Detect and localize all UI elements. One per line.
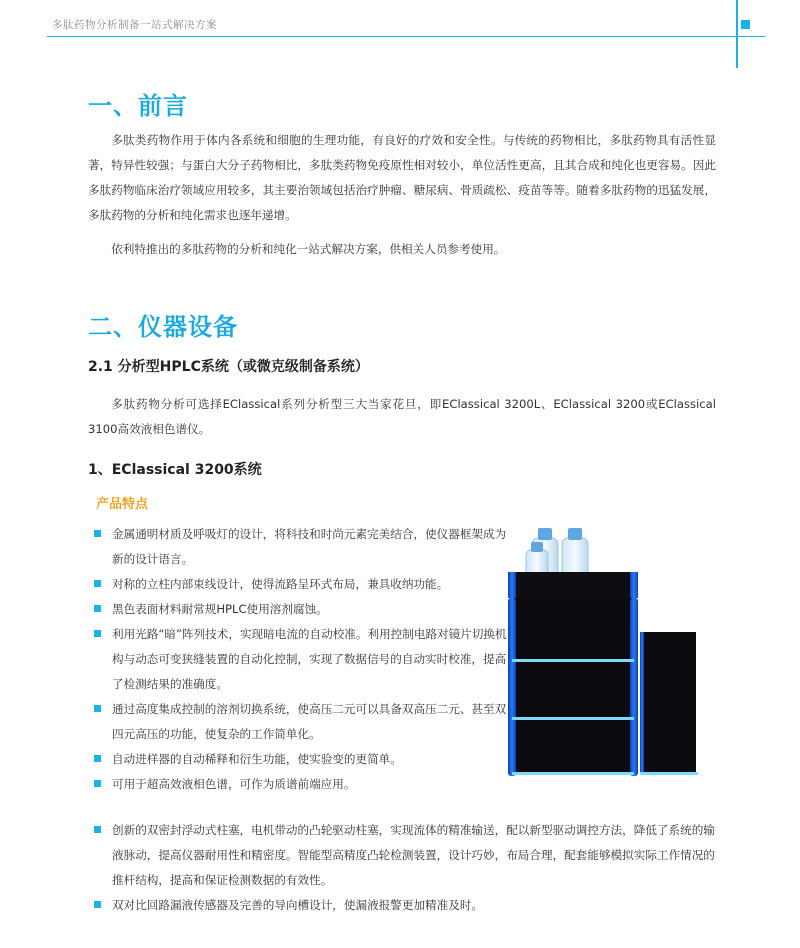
hplc-paragraph: 多肽药物分析可选择EClassical系列分析型三大当家花旦，即EClassical 3200L、EClassical 3200或EClassical 3100高效液相色谱仪。	[88, 397, 716, 436]
header-title: 多肽药物分析制备一站式解决方案	[52, 19, 217, 31]
header-vertical-divider	[736, 0, 738, 68]
header-accent-square	[741, 20, 750, 29]
bullet-square-icon	[94, 580, 101, 587]
bullet-square-icon	[94, 605, 101, 612]
feature-item: 利用光路“暗”阵列技术，实现暗电流的自动校准。利用控制电路对镜片切换机构与动态可变狭缝装置的自动化控制，实现了数据信号的自动实时校准，提高了检测结果的准确度。	[92, 622, 516, 697]
solvent-bottle-icon	[562, 528, 588, 578]
feature-item: 金属通明材质及呼吸灯的设计，将科技和时尚元素完美结合，使仪器框架成为新的设计语言。	[92, 522, 516, 572]
bullet-square-icon	[94, 780, 101, 787]
feature-list-wide	[92, 818, 722, 918]
feature-item: 可用于超高效液相色谱，可作为质谱前端应用。	[92, 772, 516, 797]
subsection-title-eclassical-3200: 1、EClassical 3200系统	[88, 462, 262, 478]
bullet-square-icon	[94, 826, 101, 833]
feature-list	[92, 522, 516, 797]
bullet-square-icon	[94, 530, 101, 537]
hplc-instrument-image	[500, 520, 700, 780]
feature-item: 对称的立柱内部束线设计，使得流路呈环式布局，兼具收纳功能。	[92, 572, 516, 597]
subsection-title-hplc: 2.1 分析型HPLC系统（或微克级制备系统）	[88, 359, 369, 375]
feature-item: 双对比回路漏液传感器及完善的导向槽设计，使漏液报警更加精准及时。	[92, 893, 722, 918]
feature-item: 创新的双密封浮动式柱塞，电机带动的凸轮驱动柱塞，实现流体的精准输送，配以新型驱动调控方法，降低了系统的输液脉动，提高仪器耐用性和精密度。智能型高精度凸轮检测装置，设计巧妙，布局合理，配套能够模拟实际工作情况的推杆结构，提高和保证检测数据的有效性。	[92, 818, 722, 893]
header-divider	[47, 36, 765, 37]
feature-item: 通过高度集成控制的溶剂切换系统，使高压二元可以具备双高压二元、甚至双四元高压的功能，使复杂的工作简单化。	[92, 697, 516, 747]
bullet-square-icon	[94, 705, 101, 712]
features-heading: 产品特点	[96, 497, 149, 512]
bullet-square-icon	[94, 901, 101, 908]
bullet-square-icon	[94, 630, 101, 637]
feature-item: 自动进样器的自动稀释和衍生功能，使实验变的更简单。	[92, 747, 516, 772]
section-title-preface: 一、前言	[88, 92, 188, 120]
feature-item: 黑色表面材料耐常规HPLC使用溶剂腐蚀。	[92, 597, 516, 622]
preface-paragraph-2: 依利特推出的多肽药物的分析和纯化一站式解决方案，供相关人员参考使用。	[111, 242, 506, 256]
preface-paragraph-1: 多肽类药物作用于体内各系统和细胞的生理功能，有良好的疗效和安全性。与传统的药物相比，多肽药物具有活性显著，特异性较强；与蛋白大分子药物相比，多肽类药物免疫原性相对较小，单位活性更高，且其合成和纯化也更容易。因此多肽药物临床治疗领域应用较多，其主要治领域包括治疗肿瘤、糖尿病、骨质疏松、疫苗等等。随着多肽药物的迅猛发展，多肽药物的分析和纯化需求也逐年递增。	[88, 133, 716, 222]
section-title-equipment: 二、仪器设备	[88, 313, 238, 341]
bullet-square-icon	[94, 755, 101, 762]
